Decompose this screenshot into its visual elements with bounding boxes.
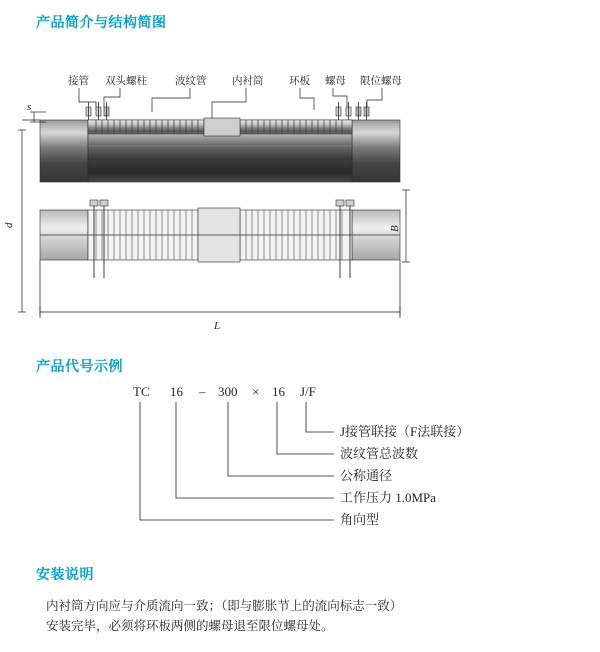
dimension-label-L: L <box>214 320 221 332</box>
code-token-0: TC <box>133 384 150 399</box>
callout-label-2: 波纹管 <box>175 75 207 87</box>
code-legend-0: J接管联接（F法联接） <box>340 424 470 439</box>
code-token-6: J/F <box>300 384 316 399</box>
lower-outline-view <box>40 200 400 278</box>
callout-label-0: 接管 <box>68 75 89 87</box>
callout-label-4: 环板 <box>289 75 310 87</box>
callout-label-5: 螺母 <box>325 75 346 87</box>
figure1-callout-labels <box>68 74 402 87</box>
dimension-label-d: d <box>3 222 15 228</box>
code-legend-2: 公称通径 <box>340 468 393 483</box>
dimension-label-B: B <box>389 225 401 232</box>
install-note-line-1: 安装完毕，必须将环板两侧的螺母退至限位螺母处。 <box>46 619 334 633</box>
code-token-1: 16 <box>170 384 183 399</box>
code-legend-4: 角向型 <box>340 512 380 527</box>
code-token-2: – <box>199 384 206 399</box>
upper-sectional-view <box>40 102 400 182</box>
product-code-diagram <box>0 376 600 546</box>
section-title-code: 产品代号示例 <box>36 358 123 374</box>
install-note-line-0: 内衬筒方向应与介质流向一致；（即与膨胀节上的流向标志一致） <box>46 599 403 613</box>
code-leader-lines <box>140 402 334 520</box>
callout-label-1: 双头螺柱 <box>105 75 147 87</box>
code-token-row <box>133 384 316 399</box>
code-token-3: 300 <box>218 384 238 399</box>
dimension-label-s: s <box>27 101 32 113</box>
install-notes <box>46 596 566 636</box>
callout-label-3: 内衬筒 <box>232 75 264 87</box>
code-legend <box>340 424 469 527</box>
code-token-4: × <box>252 384 260 399</box>
code-legend-3: 工作压力 1.0MPa <box>340 490 437 505</box>
section-title-intro: 产品简介与结构简图 <box>36 14 167 30</box>
callout-label-6: 限位螺母 <box>360 75 402 87</box>
code-token-5: 16 <box>272 384 285 399</box>
code-legend-1: 波纹管总波数 <box>340 446 419 461</box>
stud-assembly-right <box>336 102 369 120</box>
stud-assembly-left <box>86 102 109 120</box>
section-title-install: 安装说明 <box>36 566 94 582</box>
structure-diagram <box>0 50 600 340</box>
figure1-leader-lines <box>79 88 382 122</box>
